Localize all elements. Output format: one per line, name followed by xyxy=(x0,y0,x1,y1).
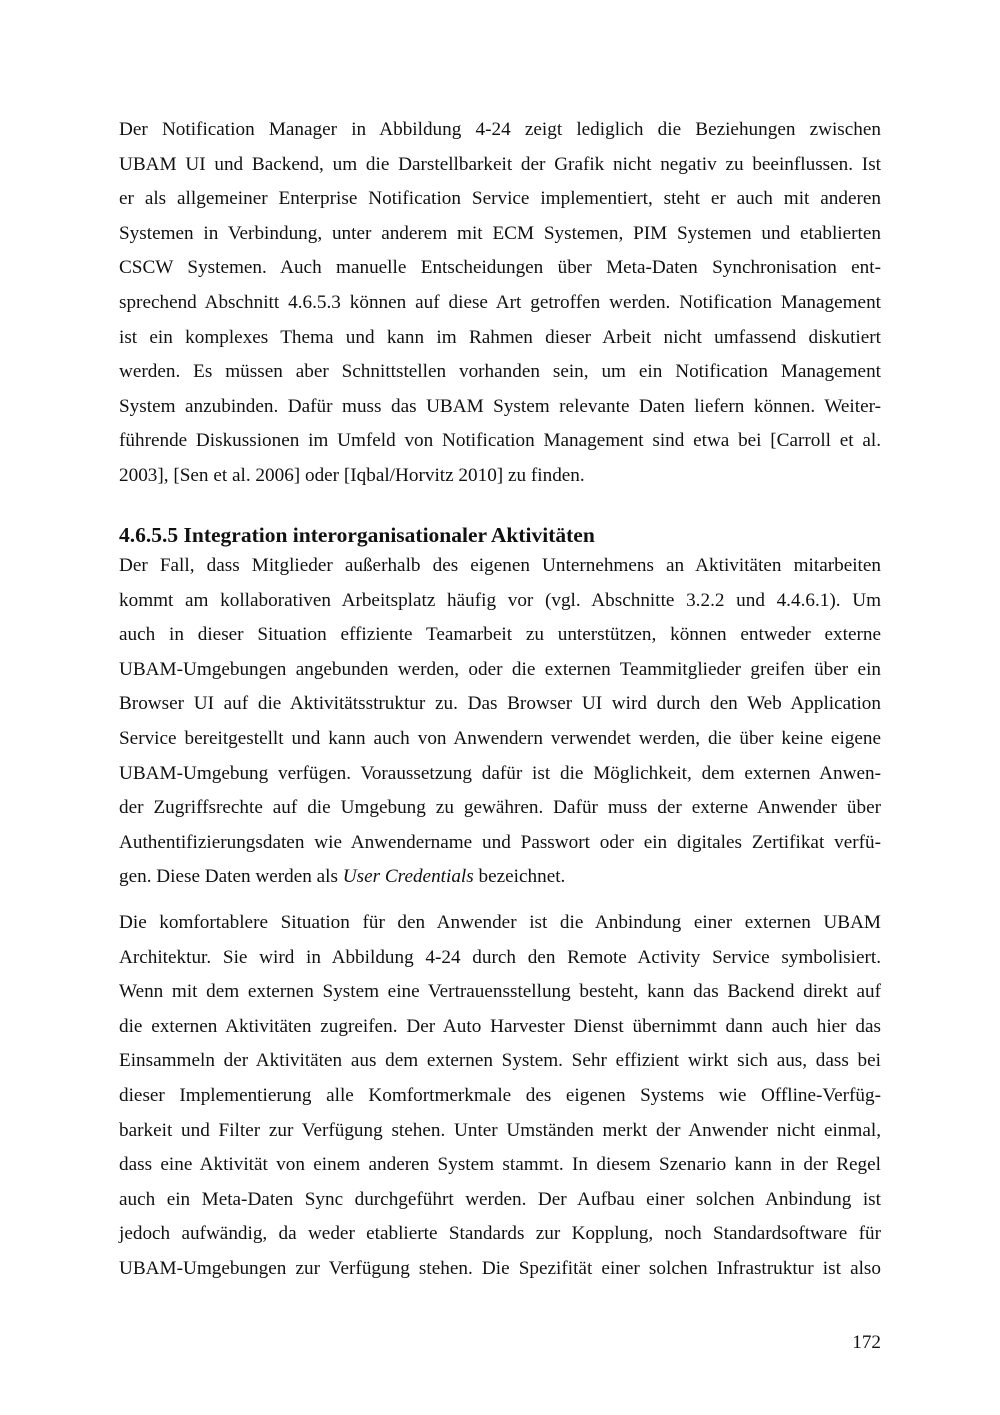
paragraph-line: CSCW Systemen. Auch manuelle Entscheidungen über Meta-Daten Synchronisation ent- xyxy=(119,257,881,279)
page-number: 172 xyxy=(852,1332,881,1353)
paragraph-line: UBAM-Umgebungen angebunden werden, oder die externen Teammitglieder greifen über ein xyxy=(119,658,881,680)
paragraph-notification-manager xyxy=(119,113,881,494)
paragraph-line: der Zugriffsrechte auf die Umgebung zu gewähren. Dafür muss der externe Anwender über xyxy=(119,797,881,819)
paragraph-line: Wenn mit dem externen System eine Vertrauensstellung besteht, kann das Backend direkt auf xyxy=(119,981,881,1003)
paragraph-line: jedoch aufwändig, da weder etablierte Standards zur Kopplung, noch Standardsoftware für xyxy=(119,1223,881,1245)
paragraph-line: sprechend Abschnitt 4.6.5.3 können auf diese Art getroffen werden. Notification Management xyxy=(119,291,881,313)
paragraph-line: UBAM-Umgebungen zur Verfügung stehen. Die Spezifität einer solchen Infrastruktur ist also xyxy=(119,1257,881,1279)
last-line-prefix: gen. Diese Daten werden als xyxy=(119,866,343,888)
paragraph-line: auch ein Meta-Daten Sync durchgeführt werden. Der Aufbau einer solchen Anbindung ist xyxy=(119,1188,881,1210)
paragraph-line: ist ein komplexes Thema und kann im Rahmen dieser Arbeit nicht umfassend diskutiert xyxy=(119,326,881,348)
paragraph-line: dieser Implementierung alle Komfortmerkmale des eigenen Systems wie Offline-Verfüg- xyxy=(119,1084,881,1106)
paragraph-line: Service bereitgestellt und kann auch von Anwendern verwendet werden, die über keine eigene xyxy=(119,727,881,749)
paragraph-line: führende Diskussionen im Umfeld von Notification Management sind etwa bei [Carroll et al. xyxy=(119,430,881,452)
last-line-suffix: bezeichnet. xyxy=(473,866,566,888)
paragraph-line: Browser UI auf die Aktivitätsstruktur zu. Das Browser UI wird durch den Web Application xyxy=(119,693,881,715)
paragraph-interorganisational xyxy=(119,549,881,895)
paragraph-remote-activity xyxy=(119,906,881,1287)
section-number: 4.6.5.5 xyxy=(119,523,179,547)
paragraph-last-line xyxy=(119,860,881,895)
paragraph-line: Authentifizierungsdaten wie Anwendername und Passwort oder ein digitales Zertifikat verfü- xyxy=(119,831,881,853)
paragraph-line: Der Notification Manager in Abbildung 4-24 zeigt lediglich die Beziehungen zwischen xyxy=(119,119,881,140)
paragraph-line: kommt am kollaborativen Arbeitsplatz häufig vor (vgl. Abschnitte 3.2.2 und 4.4.6.1). Um xyxy=(119,589,881,611)
paragraph-line: UBAM-Umgebung verfügen. Voraussetzung dafür ist die Möglichkeit, dem externen Anwen- xyxy=(119,762,881,784)
section-title: Integration interorganisationaler Aktivitäten xyxy=(183,523,595,547)
paragraph-line: auch in dieser Situation effiziente Teamarbeit zu unterstützen, können entweder externe xyxy=(119,624,881,646)
paragraph-line: er als allgemeiner Enterprise Notification Service implementiert, steht er auch mit anderen xyxy=(119,188,881,210)
paragraph-line: Systemen in Verbindung, unter anderem mit ECM Systemen, PIM Systemen und etablierten xyxy=(119,222,881,244)
paragraph-line: dass eine Aktivität von einem anderen System stammt. In diesem Szenario kann in der Regel xyxy=(119,1154,881,1176)
user-credentials-term: User Credentials xyxy=(342,866,474,888)
paragraph-line: System anzubinden. Dafür muss das UBAM System relevante Daten liefern können. Weiter- xyxy=(119,395,881,417)
paragraph-line: werden. Es müssen aber Schnittstellen vorhanden sein, um ein Notification Management xyxy=(119,361,881,383)
section-heading xyxy=(119,520,595,550)
paragraph-line: Architektur. Sie wird in Abbildung 4-24 durch den Remote Activity Service symbolisiert. xyxy=(119,946,881,968)
paragraph-line: barkeit und Filter zur Verfügung stehen. Unter Umständen merkt der Anwender nicht einmal, xyxy=(119,1119,881,1141)
paragraph-line: Der Fall, dass Mitglieder außerhalb des eigenen Unternehmens an Aktivitäten mitarbeiten xyxy=(119,555,881,576)
paragraph-line: die externen Aktivitäten zugreifen. Der Auto Harvester Dienst übernimmt dann auch hier das xyxy=(119,1015,881,1037)
paragraph-line: 2003], [Sen et al. 2006] oder [Iqbal/Horvitz 2010] zu finden. xyxy=(119,464,585,486)
paragraph-line: Die komfortablere Situation für den Anwender ist die Anbindung einer externen UBAM xyxy=(119,912,881,933)
paragraph-line: Einsammeln der Aktivitäten aus dem externen System. Sehr effizient wirkt sich aus, dass bei xyxy=(119,1050,881,1072)
paragraph-line: UBAM UI und Backend, um die Darstellbarkeit der Grafik nicht negativ zu beeinflussen. Ist xyxy=(119,153,881,175)
